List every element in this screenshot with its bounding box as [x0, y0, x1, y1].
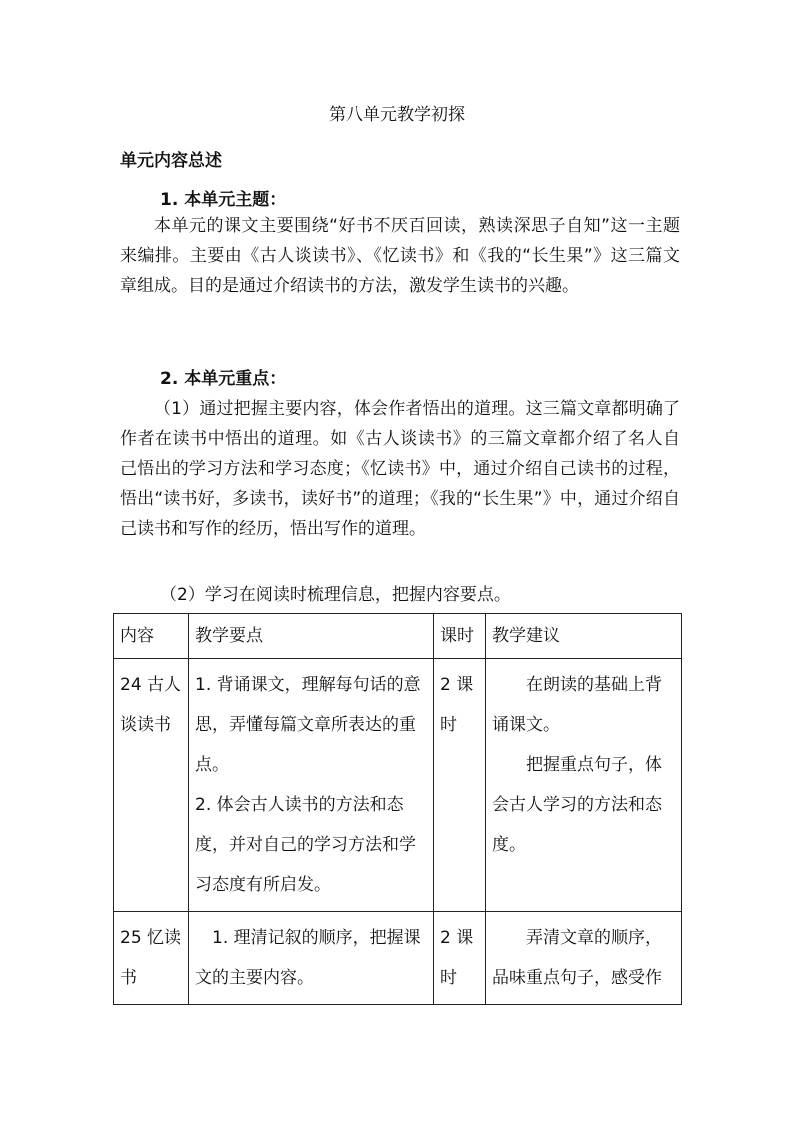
cell-points: [189, 659, 434, 912]
point-item: 1. 理清记叙的顺序，把握课文的主要内容。: [195, 928, 421, 988]
cell-hours: 2 课时: [434, 912, 486, 1005]
point-item: 1. 背诵课文，理解每句话的意思，弄懂每篇文章所表达的重点。: [195, 675, 421, 775]
focus-paragraph-1: （1）通过把握主要内容，体会作者悟出的道理。这三篇文章都明确了作者在读书中悟出的道理。如《古人谈读书》的三篇文章都介绍了名人自己悟出的学习方法和学习态度；《忆读书》中，通过介绍自己读书的过程，悟出“读书好，多读书，读好书”的道理；《我的“长生果”》中，通过介绍自己读书和写作的经历，悟出写作的道理。: [120, 399, 680, 539]
suggestion-item: 弄清文章的顺序，品味重点句子，感受作: [492, 928, 662, 988]
suggestion-item: 把握重点句子，体会古人学习的方法和态度。: [492, 755, 662, 855]
header-hours: 课时: [434, 614, 486, 659]
theme-paragraph: 本单元的课文主要围绕“好书不厌百回读，熟读深思子自知”这一主题来编排。主要由《古人谈读书》、《忆读书》和《我的“长生果”》这三篇文章组成。目的是通过介绍读书的方法，激发学生读书的兴趣。: [120, 216, 680, 296]
cell-content: 25 忆读书: [114, 912, 189, 1005]
header-points: 教学要点: [189, 614, 434, 659]
page-title: 第八单元教学初探: [329, 105, 465, 125]
header-suggestions: 教学建议: [486, 614, 682, 659]
section-heading: 单元内容总述: [120, 151, 222, 171]
cell-hours: 2 课时: [434, 659, 486, 912]
table-row: [114, 912, 682, 1005]
theme-heading: 1. 本单元主题：: [160, 190, 287, 210]
point-item: 2. 体会古人读书的方法和态度，并对自己的学习方法和学习态度有所启发。: [195, 795, 416, 895]
table-row: [114, 659, 682, 912]
suggestion-item: 在朗读的基础上背诵课文。: [492, 675, 662, 735]
focus-paragraph-2: （2）学习在阅读时梳理信息，把握内容要点。: [160, 585, 511, 605]
cell-points: [189, 912, 434, 1005]
cell-suggestions: [486, 912, 682, 1005]
cell-suggestions: [486, 659, 682, 912]
lesson-table: [113, 613, 682, 1005]
table-header-row: [114, 614, 682, 659]
cell-content: 24 古人谈读书: [114, 659, 189, 912]
header-content: 内容: [114, 614, 189, 659]
focus-heading: 2. 本单元重点：: [160, 369, 287, 389]
